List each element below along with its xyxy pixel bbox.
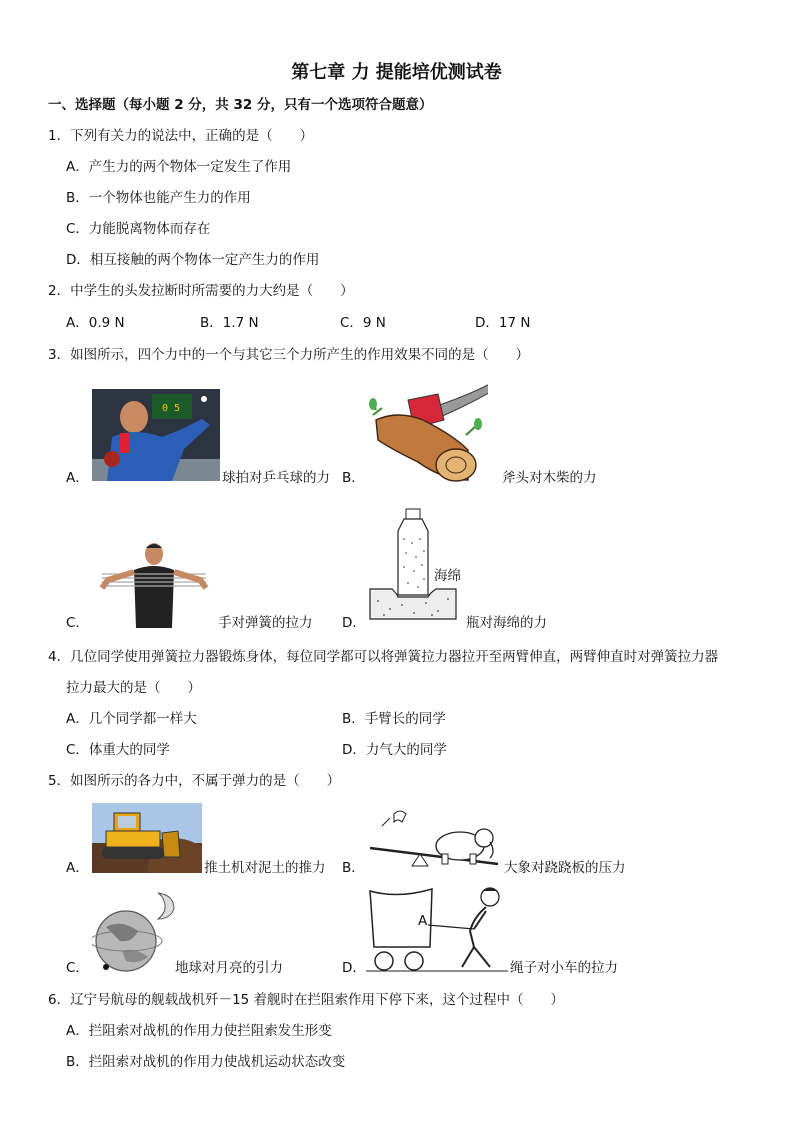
q5-option-a-letter[interactable]: A．: [66, 860, 89, 876]
q5-option-b-letter[interactable]: B．: [342, 860, 365, 876]
q5-option-a-caption: 推土机对泥土的推力: [204, 860, 326, 876]
q4-stem-line1: 4．几位同学使用弹簧拉力器锻炼身体，每位同学都可以将弹簧拉力器拉开至两臂伸直，两臂伸直时对弹簧拉力器: [48, 649, 719, 665]
q1-stem: 1．下列有关力的说法中，正确的是（ ）: [48, 128, 314, 144]
page-title: 第七章 力 提能培优测试卷: [291, 62, 502, 83]
q2-option-c[interactable]: C．9 N: [340, 315, 386, 331]
q3-option-b-letter[interactable]: B．: [342, 470, 365, 486]
q3-option-c-caption: 手对弹簧的拉力: [218, 615, 313, 631]
q2-option-d[interactable]: D．17 N: [475, 315, 531, 331]
q5-option-b-caption: 大象对跷跷板的压力: [504, 860, 626, 876]
q6-stem: 6．辽宁号航母的舰载战机歼－15 着舰时在拦阻索作用下停下来，这个过程中（ ）: [48, 992, 565, 1008]
cart-pull-figure: [362, 885, 510, 977]
q5-option-d-letter[interactable]: D．: [342, 960, 366, 976]
q3-option-c-letter[interactable]: C．: [66, 615, 89, 631]
q1-option-a[interactable]: A．产生力的两个物体一定发生了作用: [66, 159, 292, 175]
sponge-label: 海绵: [434, 568, 461, 584]
q3-option-b-caption: 斧头对木柴的力: [502, 470, 597, 486]
spring-pull-figure: [94, 540, 214, 630]
bottle-sponge-figure: [368, 505, 468, 625]
q6-option-b[interactable]: B．拦阻索对战机的作用力使战机运动状态改变: [66, 1054, 346, 1070]
q2-option-b[interactable]: B．1.7 N: [200, 315, 259, 331]
q3-option-d-letter[interactable]: D．: [342, 615, 366, 631]
q2-stem: 2．中学生的头发拉断时所需要的力大约是（ ）: [48, 283, 354, 299]
q3-option-d-caption: 瓶对海绵的力: [466, 615, 547, 631]
q3-stem: 3．如图所示，四个力中的一个与其它三个力所产生的作用效果不同的是（ ）: [48, 347, 530, 363]
q1-option-c[interactable]: C．力能脱离物体而存在: [66, 221, 211, 237]
q2-option-a[interactable]: A．0.9 N: [66, 315, 125, 331]
q4-option-c[interactable]: C．体重大的同学: [66, 742, 170, 758]
q6-option-a[interactable]: A．拦阻索对战机的作用力使拦阻索发生形变: [66, 1023, 332, 1039]
q4-stem-line2: 拉力最大的是（ ）: [66, 680, 201, 696]
svg-text:0 5: 0 5: [162, 403, 181, 414]
q4-option-d[interactable]: D．力气大的同学: [342, 742, 447, 758]
elephant-seesaw-figure: [368, 808, 500, 870]
q5-option-c-caption: 地球对月亮的引力: [175, 960, 283, 976]
axe-log-figure: [368, 380, 488, 490]
table-tennis-photo: [92, 389, 220, 481]
q5-option-d-caption: 绳子对小车的拉力: [510, 960, 618, 976]
q1-option-d[interactable]: D．相互接触的两个物体一定产生力的作用: [66, 252, 320, 268]
q3-option-a-letter[interactable]: A．: [66, 470, 89, 486]
q1-option-b[interactable]: B．一个物体也能产生力的作用: [66, 190, 251, 206]
q4-option-a[interactable]: A．几个同学都一样大: [66, 711, 197, 727]
q4-option-b[interactable]: B．手臂长的同学: [342, 711, 446, 727]
cart-label-a: A: [418, 913, 428, 929]
q5-option-c-letter[interactable]: C．: [66, 960, 89, 976]
bulldozer-photo: [92, 803, 202, 873]
earth-moon-figure: [92, 885, 184, 975]
section-heading: 一、选择题（每小题 2 分，共 32 分，只有一个选项符合题意）: [48, 97, 433, 113]
q3-option-a-caption: 球拍对乒乓球的力: [222, 470, 330, 486]
q5-stem: 5．如图所示的各力中，不属于弹力的是（ ）: [48, 773, 341, 789]
